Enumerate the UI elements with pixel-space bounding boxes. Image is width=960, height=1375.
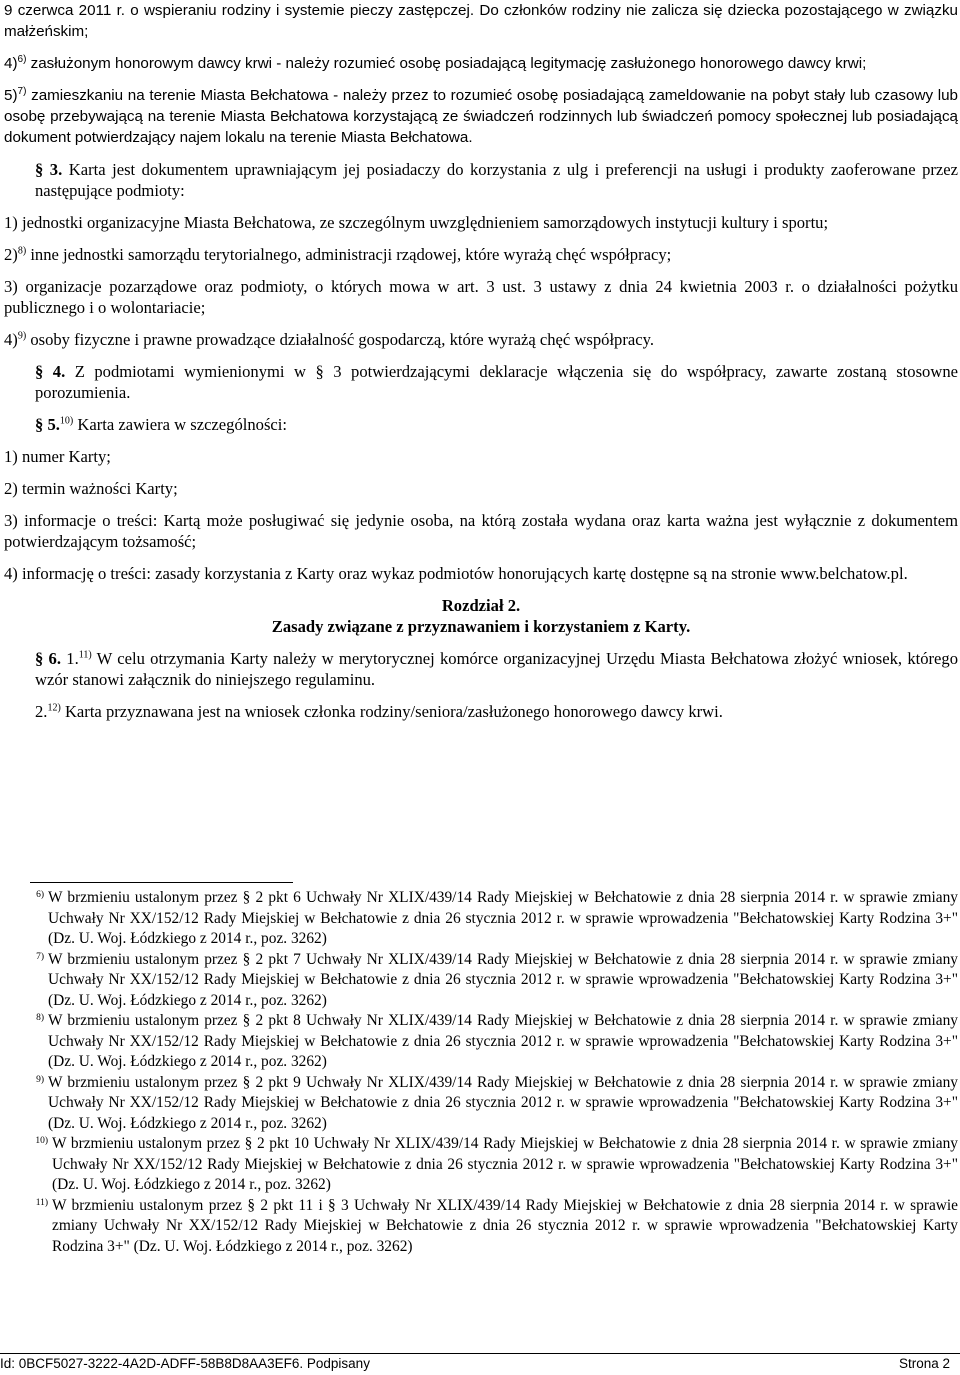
chapter-heading: Rozdział 2. [441, 596, 521, 615]
page-number: Strona 2 [898, 1356, 950, 1371]
footnote-ref: 6) [17, 53, 27, 65]
footnote-text: W brzmieniu ustalonym przez § 2 pkt 11 i § 3 Uchwały Nr XLIX/439/14 Rady Miejskiej w Bełchatowie z dnia 28 sierpnia 2014 r. w sprawie zmiany Uchwały Nr XX/152/12 Rady Miejskiej w Bełchatowie z dnia 26 stycznia 2012 r. w sprawie wprowadzenia "Bełchatowskiej Karty Rodzina 3+" (Dz. U. Woj. Łódzkiego z 2014 r., poz. 3262) [52, 1196, 958, 1255]
paragraph-continuation: 9 czerwca 2011 r. o wspieraniu rodziny i systemie pieczy zastępczej. Do członków rodziny nie zalicza się dziecka pozostającego w związku małżeńskim; [4, 2, 958, 40]
section-5-item-4: 4) informację o treści: zasady korzystania z Karty oraz wykaz podmiotów honorujących kartę dostępne są na stronie www.belchatow.pl. [4, 564, 908, 583]
definition-item-4: 4)$^{6)}$ zasłużonym honorowym dawcy krwi - należy rozumieć osobę posiadającą legitymację zasłużonego honorowego dawcy krwi; [4, 53, 867, 72]
footnote-ref: 9) [17, 330, 27, 342]
section-3-item-1: 1) jednostki organizacyjne Miasta Bełchatowa, ze szczególnym uwzględnieniem samorządowych instytucji kultury i sportu; [4, 213, 829, 232]
footnote-text: W brzmieniu ustalonym przez § 2 pkt 8 Uchwały Nr XLIX/439/14 Rady Miejskiej w Bełchatowie z dnia 28 sierpnia 2014 r. w sprawie zmiany Uchwały Nr XX/152/12 Rady Miejskiej w Bełchatowie z dnia 26 stycznia 2012 r. w sprawie wprowadzenia "Bełchatowskiej Karty Rodzina 3+" (Dz. U. Woj. Łódzkiego z 2014 r., poz. 3262) [48, 1012, 958, 1070]
section-3-item-4: 4)$^{9)}$ osoby fizyczne i prawne prowadzące działalność gospodarczą, które wyrażą chęć współpracy. [4, 330, 654, 349]
definition-item-5: 5)$^{7)}$ zamieszkaniu na terenie Miasta Bełchatowa - należy przez to rozumieć osobę posiadającą zameldowanie na pobyt stały lub czasowy lub osobę przebywającą na terenie Miasta Bełchatowa korzystającą ze świadczeń rodzinnych lub świadczeń pomocy społecznej lub posiadającą dokument potwierdzający najem lokalu na terenie Miasta Bełchatowa. [4, 85, 958, 146]
footnote-ref: 12) [47, 702, 61, 714]
section-5-item-2: 2) termin ważności Karty; [4, 479, 178, 498]
section-5: § 5.$^{10)}$ Karta zawiera w szczególności: [35, 415, 288, 434]
footer-separator [0, 1353, 960, 1354]
footnotes [4, 888, 958, 1257]
section-5-item-1: 1) numer Karty; [4, 447, 111, 466]
section-label: § 3. [35, 160, 63, 179]
footnote-text: W brzmieniu ustalonym przez § 2 pkt 6 Uchwały Nr XLIX/439/14 Rady Miejskiej w Bełchatowie z dnia 28 sierpnia 2014 r. w sprawie zmiany Uchwały Nr XX/152/12 Rady Miejskiej w Bełchatowie z dnia 26 stycznia 2012 r. w sprawie wprowadzenia "Bełchatowskiej Karty Rodzina 3+" (Dz. U. Woj. Łódzkiego z 2014 r., poz. 3262) [48, 889, 958, 947]
footnote-mark: 11) [35, 1197, 48, 1208]
section-label: § 5. [35, 415, 60, 434]
footnote-text: W brzmieniu ustalonym przez § 2 pkt 7 Uchwały Nr XLIX/439/14 Rady Miejskiej w Bełchatowie z dnia 28 sierpnia 2014 r. w sprawie zmiany Uchwały Nr XX/152/12 Rady Miejskiej w Bełchatowie z dnia 26 stycznia 2012 r. w sprawie wprowadzenia "Bełchatowskiej Karty Rodzina 3+" (Dz. U. Woj. Łódzkiego z 2014 r., poz. 3262) [48, 950, 958, 1009]
footnote [4, 1134, 958, 1196]
footnote [4, 950, 958, 1012]
footnote-mark: 6) [36, 890, 44, 900]
footnote [4, 1196, 958, 1258]
section-3: § 3. Karta jest dokumentem uprawniającym jej posiadaczy do korzystania z ulg i preferencji na usługi i produkty zaoferowane przez następujące podmioty: [35, 160, 958, 200]
section-6-point-2: 2.$^{12)}$ Karta przyznawana jest na wniosek członka rodziny/seniora/zasłużonego honorowego dawcy krwi. [35, 702, 723, 721]
footnote [4, 1011, 958, 1073]
chapter-title: Zasady związane z przyznawaniem i korzystaniem z Karty. [271, 617, 691, 636]
section-4: § 4. Z podmiotami wymienionymi w § 3 potwierdzającymi deklaracje włączenia się do współpracy, zawarte zostaną stosowne porozumienia. [35, 362, 958, 402]
footnote-mark: 7) [36, 951, 44, 962]
footnote-ref: 8) [17, 245, 27, 257]
footnote [4, 888, 958, 950]
footnote [4, 1073, 958, 1135]
footnote-mark: 9) [36, 1074, 44, 1085]
footnote-mark: 8) [36, 1013, 44, 1023]
section-label: § 4. [35, 362, 66, 381]
section-5-item-3: 3) informacje o treści: Kartą może posługiwać się jedynie osoba, na którą została wydana oraz karta ważna jest wyłącznie z dokumentem potwierdzającym tożsamość; [4, 511, 958, 551]
footnote-ref: 7) [17, 85, 27, 97]
footnote-ref: 11) [78, 649, 92, 661]
footnote-separator [30, 882, 293, 883]
section-6-point-1: § 6. 1.$^{11)}$ W celu otrzymania Karty należy w merytorycznej komórce organizacyjnej Urzędu Miasta Bełchatowa złożyć wniosek, którego wzór stanowi załącznik do niniejszego regulaminu. [35, 649, 959, 689]
section-label: § 6. [35, 649, 62, 668]
footnote-text: W brzmieniu ustalonym przez § 2 pkt 9 Uchwały Nr XLIX/439/14 Rady Miejskiej w Bełchatowie z dnia 28 sierpnia 2014 r. w sprawie zmiany Uchwały Nr XX/152/12 Rady Miejskiej w Bełchatowie z dnia 26 stycznia 2012 r. w sprawie wprowadzenia "Bełchatowskiej Karty Rodzina 3+" (Dz. U. Woj. Łódzkiego z 2014 r., poz. 3262) [48, 1073, 958, 1132]
document-id: Id: 0BCF5027-3222-4A2D-ADFF-58B8D8AA3EF6. Podpisany [0, 1356, 370, 1371]
page-footer [0, 1356, 950, 1371]
section-3-item-3: 3) organizacje pozarządowe oraz podmioty, o których mowa w art. 3 ust. 3 ustawy z dnia 24 kwietnia 2003 r. o działalności pożytku publicznego i o wolontariacie; [4, 277, 958, 317]
footnote-mark: 10) [35, 1136, 48, 1146]
footnote-text: W brzmieniu ustalonym przez § 2 pkt 10 Uchwały Nr XLIX/439/14 Rady Miejskiej w Bełchatowie z dnia 28 sierpnia 2014 r. w sprawie zmiany Uchwały Nr XX/152/12 Rady Miejskiej w Bełchatowie z dnia 26 stycznia 2012 r. w sprawie wprowadzenia "Bełchatowskiej Karty Rodzina 3+" (Dz. U. Woj. Łódzkiego z 2014 r., poz. 3262) [52, 1135, 958, 1193]
section-3-item-2: 2)$^{8)}$ inne jednostki samorządu terytorialnego, administracji rządowej, które wyrażą chęć współpracy; [4, 245, 672, 264]
document-body [4, 0, 958, 722]
footnote-ref: 10) [59, 415, 74, 427]
